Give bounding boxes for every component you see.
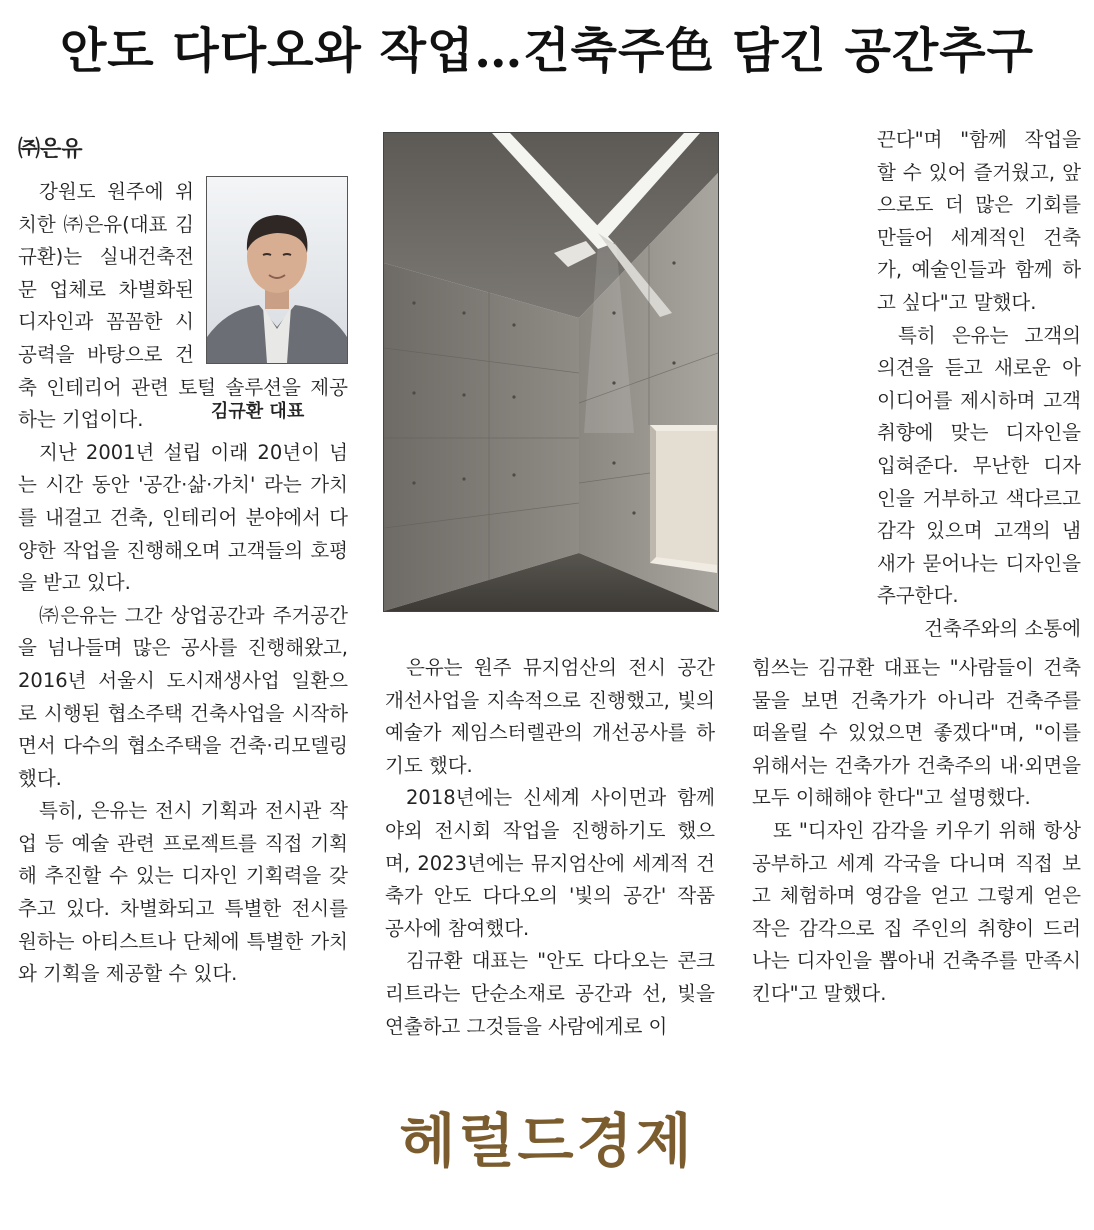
column-3-top (877, 124, 1081, 646)
paragraph: 은유는 원주 뮤지엄산의 전시 공간 개선사업을 지속적으로 진행했고, 빛의 예술가 제임스터렐관의 개선공사를 하기도 했다. (385, 656, 715, 777)
paragraph: ㈜은유는 그간 상업공간과 주거공간을 넘나들며 많은 공사를 진행해왔고, 2016년 서울시 도시재생사업 일환으로 시행된 협소주택 건축사업을 시작하면서 다수의 협소주택을 건축·리모델링했다. (18, 603, 348, 790)
paragraph: 건축주와의 소통에 (924, 616, 1081, 640)
paragraph: 특히, 은유는 전시 기획과 전시관 작업 등 예술 관련 프로젝트를 직접 기획해 추진할 수 있는 디자인 기획력을 갖추고 있다. 차별화되고 특별한 전시를 원하는 아티스트나 단체에 특별한 가치와 기획을 제공할 수 있다. (18, 799, 348, 986)
paragraph: 끈다"며 "함께 작업을 할 수 있어 즐거웠고, 앞으로도 더 많은 기회를 만들어 세계적인 건축가, 예술인들과 함께 하고 싶다"고 말했다. (877, 128, 1081, 314)
column-1 (18, 134, 348, 991)
portrait-caption: 김규환 대표 (211, 401, 305, 422)
concrete-room-photo (383, 132, 719, 612)
paragraph: 2018년에는 신세계 사이먼과 함께 야외 전시회 작업을 진행하기도 했으며, 2023년에는 뮤지엄산에 세계적 건축가 안도 다다오의 '빛의 공간' 작품 공사에 참여했다. (385, 786, 715, 940)
headline: 안도 다다오와 작업…건축주色 담긴 공간추구 (59, 23, 1035, 79)
column-2 (385, 652, 715, 1043)
paragraph: 특히 은유는 고객의 의견을 듣고 새로운 아이디어를 제시하며 고객 취향에 맞는 디자인을 입혀준다. 무난한 디자인을 거부하고 색다르고 감각 있으며 고객의 냄새가 묻어나는 디자인을 추구한다. (877, 323, 1081, 608)
paragraph: 김규환 대표는 "안도 다다오는 콘크리트라는 단순소재로 공간과 선, 빛을 연출하고 그것들을 사람에게로 이 (385, 949, 715, 1038)
company-name: ㈜은유 (18, 137, 83, 162)
paragraph: 힘쓰는 김규환 대표는 "사람들이 건축물을 보면 건축가가 아니라 건축주를 떠올릴 수 있었으면 좋겠다"며, "이를 위해서는 건축가가 건축주의 내·외면을 모두 이해해야 한다"고 설명했다. (752, 656, 1081, 810)
column-3-bottom (752, 652, 1081, 1011)
paragraph: 또 "디자인 감각을 키우기 위해 항상 공부하고 세계 각국을 다니며 직접 보고 체험하며 영감을 얻고 그렇게 얻은 작은 감각으로 집 주인의 취향이 드러나는 디자인을 뽑아내 건축주를 만족시킨다"고 말했다. (752, 818, 1081, 1005)
newspaper-masthead: 헤럴드경제 (399, 1107, 695, 1175)
paragraph: 강원도 원주에 위치한 ㈜은유(대표 김규환)는 실내건축전문 업체로 차별화된 디자인과 꼼꼼한 시공력을 바탕으로 건축 인테리어 관련 토털 솔루션을 제공하는 기업이다. (18, 180, 348, 432)
portrait-photo (206, 176, 348, 364)
paragraph: 지난 2001년 설립 이래 20년이 넘는 시간 동안 '공간·삶·가치' 라는 가치를 내걸고 건축, 인테리어 분야에서 다양한 작업을 진행해오며 고객들의 호평을 받고 있다. (18, 440, 348, 595)
